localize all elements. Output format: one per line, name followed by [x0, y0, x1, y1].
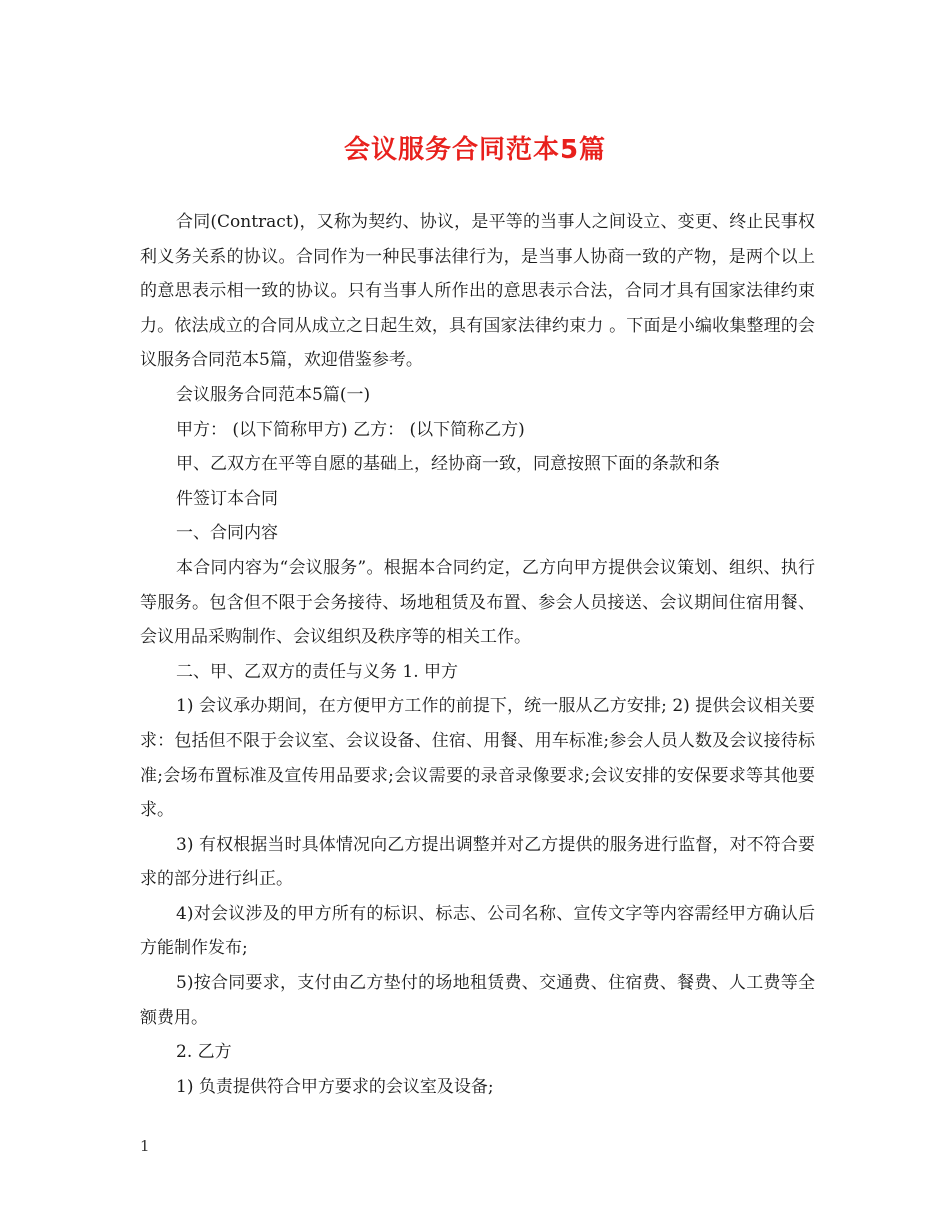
party-a-item-3: 3) 有权根据当时具体情况向乙方提出调整并对乙方提供的服务进行监督，对不符合要求的部分进行纠正。	[140, 834, 815, 890]
section-heading-responsibilities: 二、甲、乙双方的责任与义务 1. 甲方	[176, 661, 459, 682]
contract-content-paragraph: 本合同内容为“会议服务”。根据本合同约定，乙方向甲方提供会议策划、组织、执行等服务。包含但不限于会务接待、场地租赁及布置、参会人员接送、会议期间住宿用餐、会议用品采购制作、会议组织及秩序等的相关工作。	[140, 557, 815, 648]
parties-line: 甲方： (以下简称甲方) 乙方： (以下简称乙方)	[176, 419, 525, 440]
document-title: 会议服务合同范本5篇	[343, 135, 607, 165]
section-heading-contract-one: 会议服务合同范本5篇(一)	[176, 384, 371, 405]
agreement-line-continued: 件签订本合同	[176, 488, 278, 509]
party-b-item-1: 1) 负责提供符合甲方要求的会议室及设备;	[176, 1076, 494, 1097]
party-b-heading: 2. 乙方	[176, 1042, 232, 1063]
party-a-item-4: 4)对会议涉及的甲方所有的标识、标志、公司名称、宣传文字等内容需经甲方确认后方能制作发布;	[140, 903, 815, 959]
section-heading-contract-content: 一、合同内容	[176, 523, 278, 544]
agreement-line: 甲、乙双方在平等自愿的基础上，经协商一致，同意按照下面的条款和条	[176, 454, 720, 475]
party-a-item-1-2: 1) 会议承办期间，在方便甲方工作的前提下，统一服从乙方安排; 2) 提供会议相关要求：包括但不限于会议室、会议设备、住宿、用餐、用车标准;参会人员人数及会议接待标准;会场布置标准及宣传用品要求;会议需要的录音录像要求;会议安排的安保要求等其他要求。	[140, 696, 815, 821]
party-a-item-5: 5)按合同要求，支付由乙方垫付的场地租赁费、交通费、住宿费、餐费、人工费等全额费用。	[140, 973, 815, 1028]
page-number: 1	[140, 1137, 150, 1155]
intro-paragraph: 合同(Contract)，又称为契约、协议，是平等的当事人之间设立、变更、终止民事权利义务关系的协议。合同作为一种民事法律行为，是当事人协商一致的产物，是两个以上的意思表示相一致的协议。只有当事人所作出的意思表示合法，合同才具有国家法律约束力。依法成立的合同从成立之日起生效，具有国家法律约束力 。下面是小编收集整理的会议服务合同范本5篇，欢迎借鉴参考。	[140, 212, 815, 371]
document-body	[140, 205, 815, 1104]
